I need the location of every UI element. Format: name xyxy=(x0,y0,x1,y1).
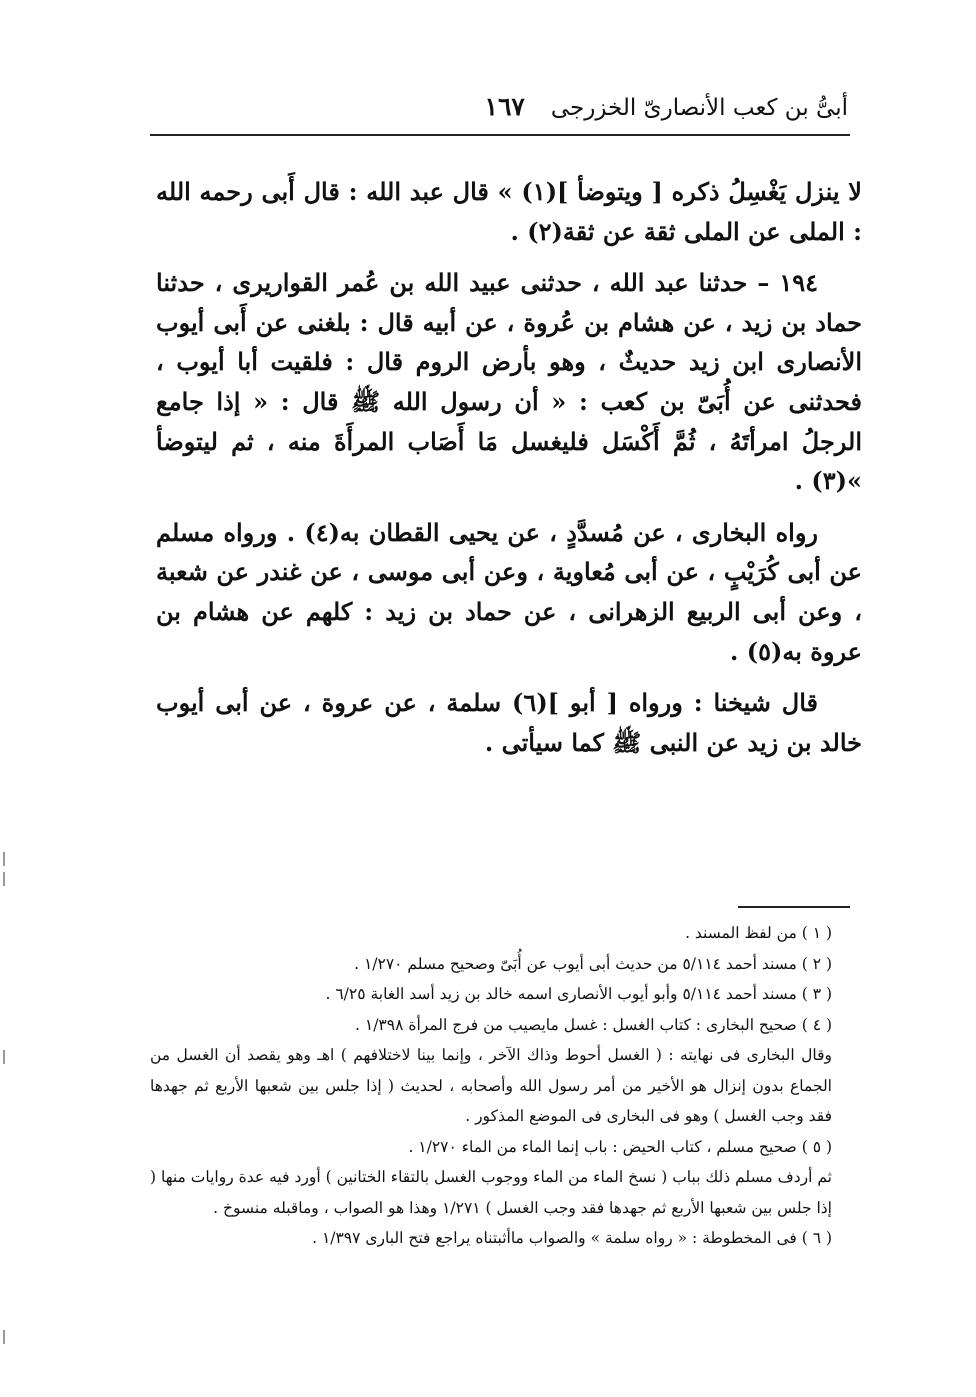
footnote-rule xyxy=(738,906,850,908)
scan-edge-mark xyxy=(3,1330,5,1344)
footnote-5: ( ٥ ) صحيح مسلم ، كتاب الحيض : باب إنما الماء من الماء ١/٢٧٠ . xyxy=(408,1137,832,1156)
paragraph-hadith-194: ١٩٤ – حدثنا عبد الله ، حدثنى عبيد الله بن عُمر القواريرى ، حدثنا حماد بن زيد ، عن هشام بن عُروة ، عن أبيه قال : بلغنى عن أَبى أيوب الأنصارى ابن زيد حديثٌ ، وهو بأرض الروم قال : فلقيت أبا أيوب ، فحدثنى عن أُبَىّ بن كعب : « أن رسول الله ﷺ قال : « إذا جامع الرجلُ امرأتَهُ ، ثُمَّ أَكْسَل فليغسل مَا أَصَاب المرأَةَ منه ، ثم ليتوضأ »(٣) . xyxy=(156,268,862,496)
main-text xyxy=(156,172,862,774)
scan-edge-mark xyxy=(3,852,5,866)
header-rule xyxy=(150,134,850,136)
page-number: ١٦٧ xyxy=(484,92,525,121)
scan-edge-mark xyxy=(3,1050,5,1064)
footnote-3: ( ٣ ) مسند أحمد ٥/١١٤ وأبو أيوب الأنصارى اسمه خالد بن زيد أسد الغابة ٦/٢٥ . xyxy=(325,985,832,1003)
footnote-4-continuation: وقال البخارى فى نهايته : ( الغسل أحوط وذاك الآخر ، وإنما بينا لاختلافهم ) اهـ وهو يقصد أن الغسل من الجماع بدون إنزال هو الأخير من أمر رسول الله وأصحابه ، لحديث ( إذا جلس بين شعبها الأربع ثم جهدها فقد وجب الغسل ) وهو فى البخارى فى الموضع المذكور . xyxy=(150,1046,832,1125)
scan-edge-mark xyxy=(3,872,5,886)
running-title: أبىُّ بن كعب الأنصارىّ الخزرجى xyxy=(550,95,848,121)
footnote-1: ( ١ ) من لفظ المسند . xyxy=(685,924,832,942)
footnote-4: ( ٤ ) صحيح البخارى : كتاب الغسل : غسل مايصيب من فرج المرأة ١/٣٩٨ . xyxy=(355,1015,832,1034)
page-header xyxy=(158,92,848,128)
paragraph-bukhari-muslim: رواه البخارى ، عن مُسدَّدٍ ، عن يحيى القطان به(٤) . ورواه مسلم عن أبى كُرَيْبٍ ، عن أبى مُعاوية ، وعن أبى موسى ، عن غندر عن شعبة ، وعن أبى الربيع الزهرانى ، عن حماد بن زيد : كلهم عن هشام بن عروة به(٥) . xyxy=(156,517,862,666)
footnote-2: ( ٢ ) مسند أحمد ٥/١١٤ من حديث أبى أيوب عن أُبَىّ وصحيح مسلم ١/٢٧٠ . xyxy=(354,954,832,973)
footnote-6: ( ٦ ) فى المخطوطة : « رواه سلمة » والصواب ماأثبتناه يراجع فتح البارى ١/٣٩٧ . xyxy=(312,1229,832,1247)
paragraph-continuation: لا ينزل يَغْسِلُ ذكره [ ويتوضأ ](١) » قال عبد الله : قال أَبى رحمه الله : الملى عن الملى ثقة عن ثقة(٢) . xyxy=(156,177,862,246)
footnote-5-continuation: ثم أردف مسلم ذلك بباب ( نسخ الماء من الماء ووجوب الغسل بالتقاء الختانين ) أورد فيه عدة روايات منها ( إذا جلس بين شعبها الأربع ثم جهدها فقد وجب الغسل ) ١/٢٧١ وهذا هو الصواب ، وماقبله منسوخ . xyxy=(150,1168,832,1217)
paragraph-shaykh: قال شيخنا : ورواه [ أبو ](٦) سلمة ، عن عروة ، عن أبى أيوب خالد بن زيد عن النبى ﷺ كما سيأتى . xyxy=(156,688,862,757)
footnotes xyxy=(150,918,866,1254)
